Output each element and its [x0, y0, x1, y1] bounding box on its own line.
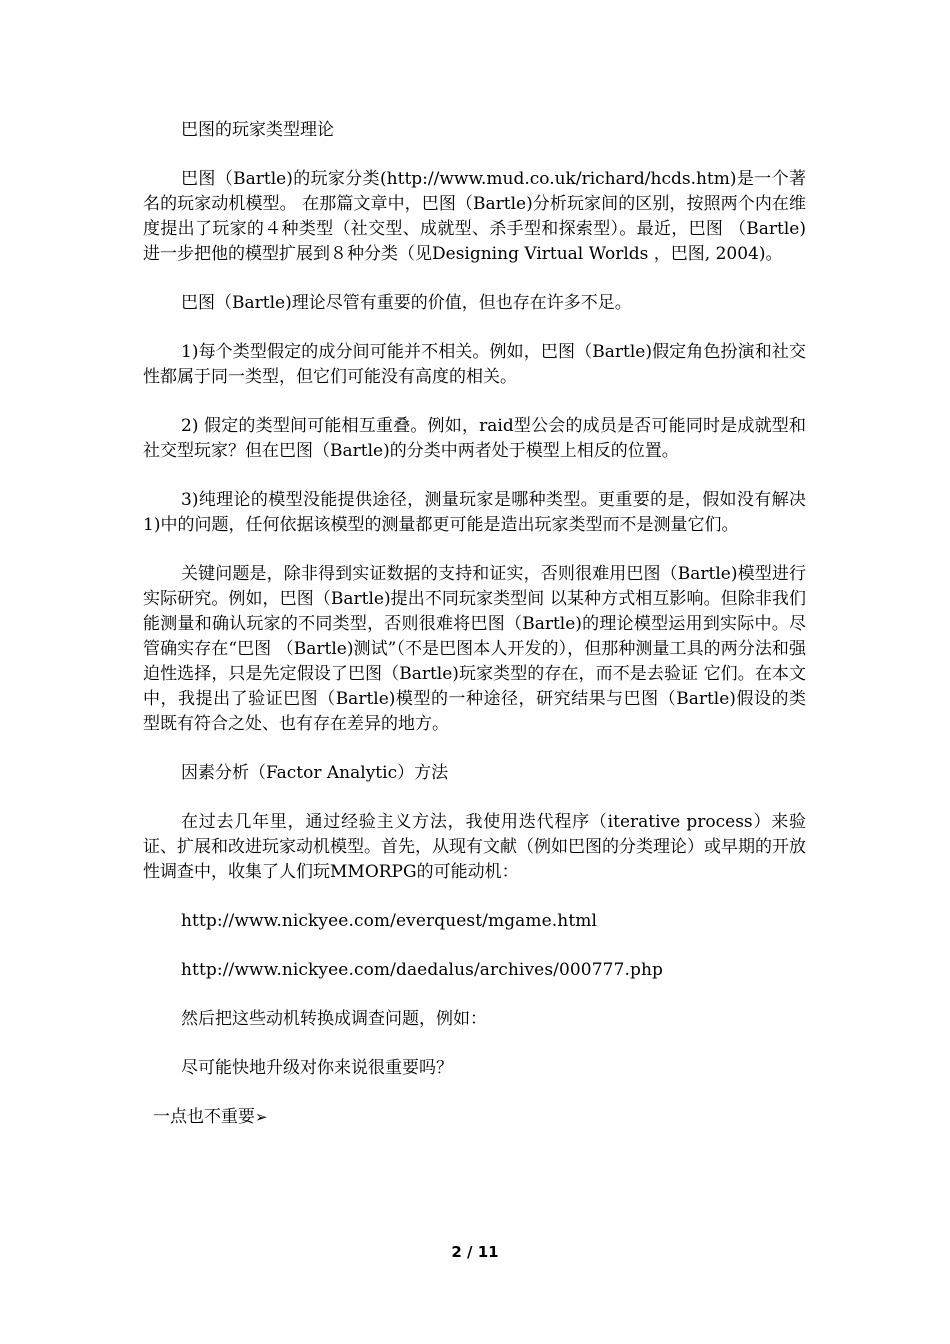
- document-body: [143, 118, 806, 1154]
- url-line-2: http://www.nickyee.com/daedalus/archives/000777.php: [181, 960, 663, 980]
- section-heading: 巴图的玩家类型理论: [181, 120, 334, 140]
- paragraph-key-issue: 关键问题是，除非得到实证数据的支持和证实，否则很难用巴图（Bartle)模型进行实际研究。例如，巴图（Bartle)提出不同玩家类型间 以某种方式相互影响。但除非我们能测量和确认玩家的不同类型，否则很难将巴图（Bartle)的理论模型运用到实际中。尽管确实存在“巴图 （Bartle)测试”（不是巴图本人开发的），但那种测量工具的两分法和强迫性选择，只是先定假设了巴图（Bartle)玩家类型的存在，而不是去验证 它们。在本文中，我提出了验证巴图（Bartle)模型的一种途径，研究结果与巴图（Bartle)假设的类型既有符合之处、也有存在差异的地方。: [143, 564, 806, 734]
- paragraph-question: 尽可能快地升级对你来说很重要吗？: [181, 1058, 453, 1078]
- section-heading-factor-analytic: 因素分析（Factor Analytic）方法: [181, 763, 449, 783]
- paragraph-point-3: 3)纯理论的模型没能提供途径，测量玩家是哪种类型。更重要的是，假如没有解决1)中的问题，任何依据该模型的测量都更可能是造出玩家类型而不是测量它们。: [143, 490, 806, 535]
- paragraph-convert: 然后把这些动机转换成调查问题，例如：: [181, 1009, 487, 1029]
- paragraph-intro: 巴图（Bartle)的玩家分类(http://www.mud.co.uk/richard/hcds.htm)是一个著名的玩家动机模型。 在那篇文章中，巴图（Bartle)分析玩家间的区别，按照两个内在维度提出了玩家的４种类型（社交型、成就型、杀手型和探索型）。最近，巴图 （Bartle)进一步把他的模型扩展到８种分类（见Designing Virtual Worlds ，巴图, 2004)。: [143, 169, 806, 264]
- paragraph-point-1: 1)每个类型假定的成分间可能并不相关。例如，巴图（Bartle)假定角色扮演和社交性都属于同一类型，但它们可能没有高度的相关。: [143, 342, 806, 387]
- paragraph-method: 在过去几年里，通过经验主义方法，我使用迭代程序（iterative process）来验证、扩展和改进玩家动机模型。首先，从现有文献（例如巴图的分类理论）或早期的开放性调查中，收集了人们玩MMORPG的可能动机：: [143, 812, 806, 882]
- answer-option-line: [143, 1105, 806, 1130]
- answer-option-text: 一点也不重要: [153, 1107, 255, 1127]
- paragraph-shortcomings: 巴图（Bartle)理论尽管有重要的价值，但也存在许多不足。: [181, 293, 632, 313]
- url-line-1: http://www.nickyee.com/everquest/mgame.html: [181, 911, 598, 931]
- paragraph-point-2: 2) 假定的类型间可能相互重叠。例如，raid型公会的成员是否可能同时是成就型和社交型玩家？但在巴图（Bartle)的分类中两者处于模型上相反的位置。: [143, 416, 806, 461]
- page-number: 2 / 11: [451, 1243, 499, 1261]
- arrow-bullet-icon: ➢: [255, 1108, 268, 1126]
